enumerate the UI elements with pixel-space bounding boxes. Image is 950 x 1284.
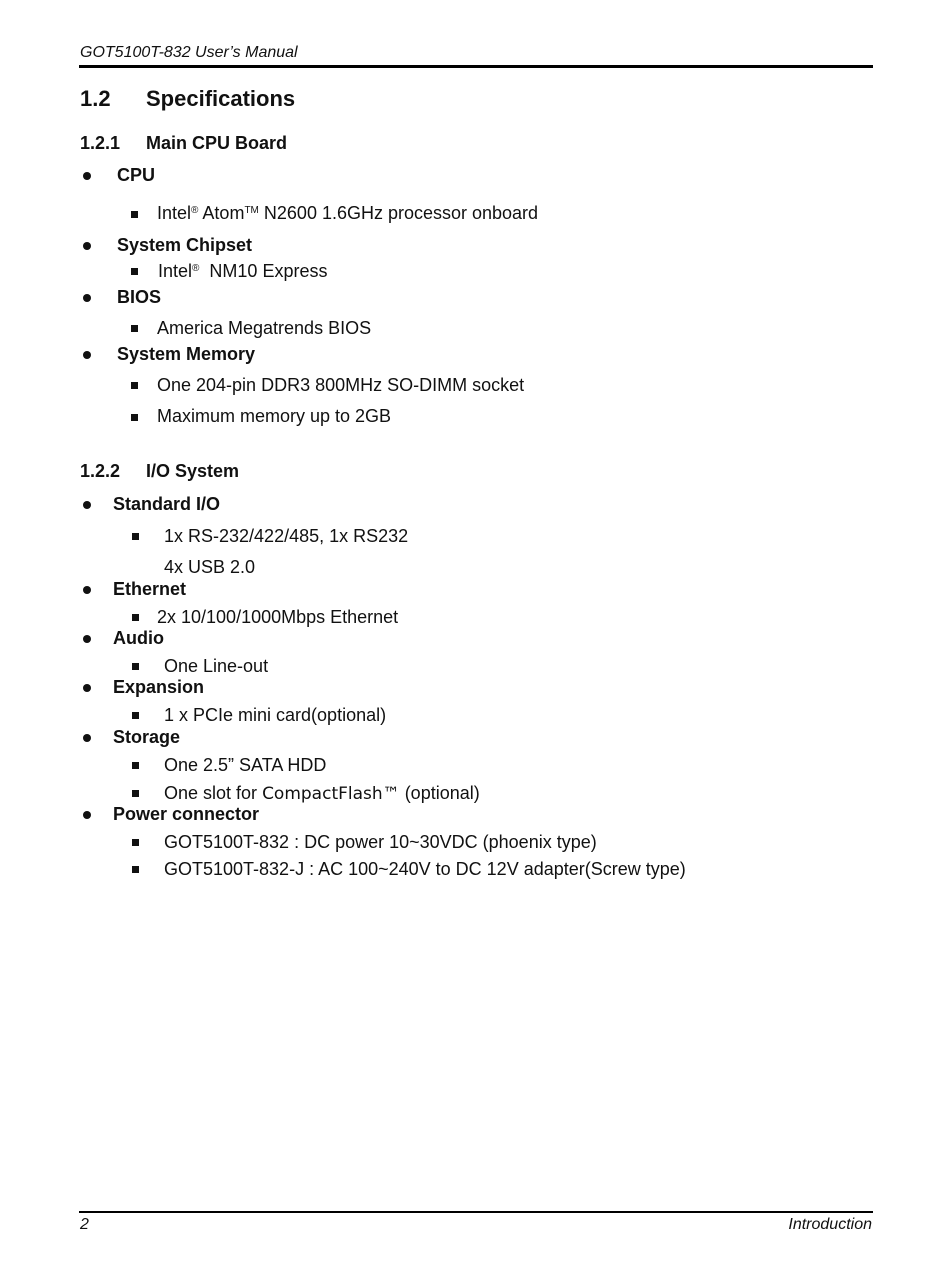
bullet-square (132, 614, 139, 621)
bullet-square (131, 382, 138, 389)
chipset-item: Intel® NM10 Express (158, 261, 328, 281)
manual-title: GOT5100T-832 User’s Manual (80, 44, 298, 61)
bullet-square (132, 663, 139, 670)
memory-item: One 204-pin DDR3 800MHz SO-DIMM socket (157, 375, 525, 395)
bullet-dot (83, 501, 91, 509)
bullet-square (131, 268, 138, 275)
subsection-number: 1.2.1 (80, 133, 121, 153)
bullet-square (132, 533, 139, 540)
power-item: GOT5100T-832 : DC power 10~30VDC (phoenix type) (164, 832, 597, 852)
bullet-square (131, 211, 138, 218)
cpu-item: Intel® Atom™ N2600 1.6GHz processor onboard (157, 203, 539, 223)
section-title: Specifications (146, 86, 296, 111)
memory-label: System Memory (117, 344, 256, 364)
bullet-dot (83, 811, 91, 819)
bullet-square (132, 762, 139, 769)
expansion-label: Expansion (113, 677, 205, 697)
ethernet-label: Ethernet (113, 579, 187, 599)
power-label: Power connector (113, 804, 260, 824)
bullet-dot (83, 635, 91, 643)
stdio-label: Standard I/O (113, 494, 221, 514)
bullet-square (132, 712, 139, 719)
bullet-square (131, 414, 138, 421)
footer-rule (79, 1211, 873, 1213)
header-rule (79, 65, 873, 68)
bullet-dot (83, 172, 91, 180)
memory-item: Maximum memory up to 2GB (157, 406, 392, 426)
storage-item: One slot for CompactFlash™ (optional) (164, 783, 480, 804)
ethernet-item: 2x 10/100/1000Mbps Ethernet (157, 607, 399, 627)
storage-label: Storage (113, 727, 181, 747)
bullet-square (131, 325, 138, 332)
audio-item: One Line-out (164, 656, 269, 676)
chipset-label: System Chipset (117, 235, 253, 255)
storage-item: One 2.5” SATA HDD (164, 755, 327, 775)
stdio-item: 1x RS-232/422/485, 1x RS232 (164, 526, 409, 546)
chapter-name: Introduction (788, 1216, 872, 1233)
cpu-label: CPU (117, 165, 156, 185)
expansion-item: 1 x PCIe mini card(optional) (164, 705, 387, 725)
bullet-square (132, 790, 139, 797)
subsection-title: I/O System (146, 461, 240, 481)
bullet-dot (83, 734, 91, 742)
stdio-item: 4x USB 2.0 (164, 557, 256, 577)
section-number: 1.2 (80, 86, 111, 111)
bullet-dot (83, 586, 91, 594)
bullet-dot (83, 684, 91, 692)
audio-label: Audio (113, 628, 164, 648)
bios-label: BIOS (117, 287, 162, 307)
bullet-square (132, 866, 139, 873)
subsection-title: Main CPU Board (146, 133, 288, 153)
power-item: GOT5100T-832-J : AC 100~240V to DC 12V adapter(Screw type) (164, 859, 686, 879)
page-number: 2 (80, 1216, 89, 1233)
subsection-number: 1.2.2 (80, 461, 121, 481)
bullet-dot (83, 294, 91, 302)
bullet-square (132, 839, 139, 846)
bullet-dot (83, 242, 91, 250)
bios-item: America Megatrends BIOS (157, 318, 372, 338)
bullet-dot (83, 351, 91, 359)
